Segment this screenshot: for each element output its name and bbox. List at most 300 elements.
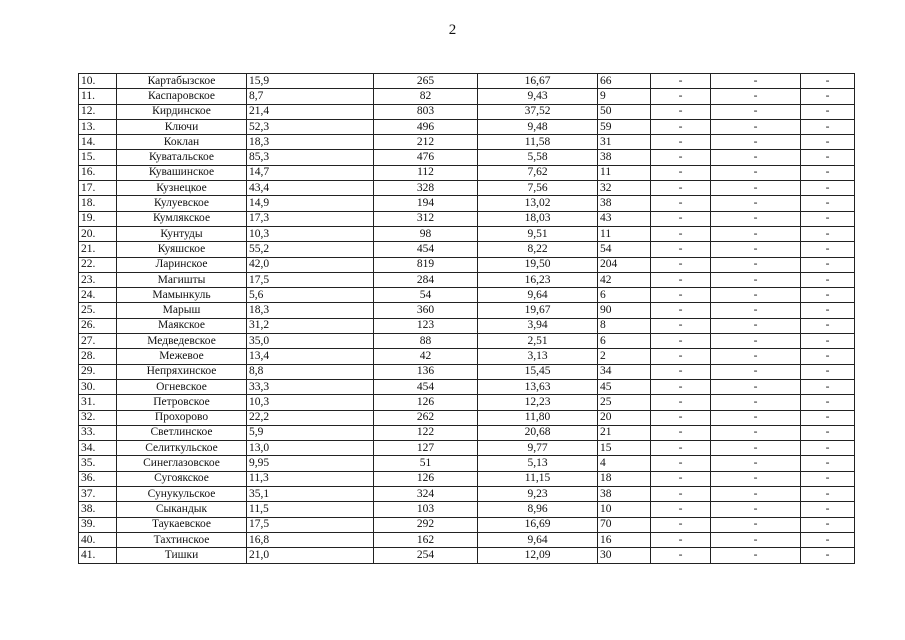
dash-cell: -: [711, 211, 801, 226]
density-value: 18,03: [478, 211, 598, 226]
dash-cell: -: [651, 379, 711, 394]
dash-cell: -: [801, 150, 855, 165]
density-value: 5,58: [478, 150, 598, 165]
population-value: 254: [374, 548, 478, 563]
density-value: 8,96: [478, 502, 598, 517]
dash-cell: -: [801, 104, 855, 119]
dash-cell: -: [711, 364, 801, 379]
row-number: 17.: [79, 181, 117, 196]
table-row: [79, 150, 855, 165]
population-value: 103: [374, 502, 478, 517]
count-value: 34: [598, 364, 651, 379]
count-value: 16: [598, 532, 651, 547]
density-value: 9,51: [478, 226, 598, 241]
dash-cell: -: [651, 364, 711, 379]
population-value: 324: [374, 487, 478, 502]
density-value: 16,23: [478, 272, 598, 287]
dash-cell: -: [711, 410, 801, 425]
dash-cell: -: [651, 349, 711, 364]
dash-cell: -: [711, 89, 801, 104]
population-value: 123: [374, 318, 478, 333]
count-value: 30: [598, 548, 651, 563]
dash-cell: -: [711, 349, 801, 364]
dash-cell: -: [801, 89, 855, 104]
settlement-name: Магишты: [117, 272, 247, 287]
dash-cell: -: [651, 257, 711, 272]
dash-cell: -: [711, 532, 801, 547]
row-number: 25.: [79, 303, 117, 318]
dash-cell: -: [651, 502, 711, 517]
table-body: [79, 74, 855, 564]
row-number: 16.: [79, 165, 117, 180]
count-value: 25: [598, 395, 651, 410]
count-value: 70: [598, 517, 651, 532]
area-value: 5,6: [247, 288, 374, 303]
dash-cell: -: [651, 395, 711, 410]
table-row: [79, 487, 855, 502]
area-value: 21,0: [247, 548, 374, 563]
row-number: 10.: [79, 74, 117, 89]
area-value: 21,4: [247, 104, 374, 119]
density-value: 5,13: [478, 456, 598, 471]
settlement-name: Таукаевское: [117, 517, 247, 532]
density-value: 37,52: [478, 104, 598, 119]
dash-cell: -: [711, 517, 801, 532]
dash-cell: -: [651, 532, 711, 547]
row-number: 35.: [79, 456, 117, 471]
dash-cell: -: [801, 471, 855, 486]
count-value: 4: [598, 456, 651, 471]
count-value: 11: [598, 165, 651, 180]
dash-cell: -: [711, 379, 801, 394]
dash-cell: -: [711, 150, 801, 165]
table-row: [79, 211, 855, 226]
count-value: 11: [598, 226, 651, 241]
settlement-name: Ключи: [117, 119, 247, 134]
count-value: 66: [598, 74, 651, 89]
table-row: [79, 425, 855, 440]
dash-cell: -: [801, 487, 855, 502]
table-row: [79, 257, 855, 272]
dash-cell: -: [801, 242, 855, 257]
dash-cell: -: [711, 257, 801, 272]
area-value: 17,3: [247, 211, 374, 226]
density-value: 9,43: [478, 89, 598, 104]
dash-cell: -: [801, 119, 855, 134]
settlement-name: Сыкандык: [117, 502, 247, 517]
dash-cell: -: [801, 165, 855, 180]
dash-cell: -: [651, 211, 711, 226]
settlement-name: Кунтуды: [117, 226, 247, 241]
row-number: 21.: [79, 242, 117, 257]
settlement-name: Сунукульское: [117, 487, 247, 502]
table-row: [79, 318, 855, 333]
settlement-name: Сугоякское: [117, 471, 247, 486]
population-value: 42: [374, 349, 478, 364]
dash-cell: -: [651, 226, 711, 241]
dash-cell: -: [801, 410, 855, 425]
settlement-name: Петровское: [117, 395, 247, 410]
dash-cell: -: [651, 104, 711, 119]
row-number: 18.: [79, 196, 117, 211]
area-value: 85,3: [247, 150, 374, 165]
density-value: 12,23: [478, 395, 598, 410]
dash-cell: -: [651, 318, 711, 333]
dash-cell: -: [651, 410, 711, 425]
density-value: 9,64: [478, 288, 598, 303]
density-value: 16,69: [478, 517, 598, 532]
population-value: 51: [374, 456, 478, 471]
dash-cell: -: [801, 349, 855, 364]
count-value: 20: [598, 410, 651, 425]
settlement-name: Каспаровское: [117, 89, 247, 104]
count-value: 38: [598, 150, 651, 165]
row-number: 19.: [79, 211, 117, 226]
row-number: 30.: [79, 379, 117, 394]
dash-cell: -: [651, 288, 711, 303]
row-number: 29.: [79, 364, 117, 379]
dash-cell: -: [801, 456, 855, 471]
row-number: 11.: [79, 89, 117, 104]
dash-cell: -: [651, 425, 711, 440]
density-value: 2,51: [478, 334, 598, 349]
population-value: 265: [374, 74, 478, 89]
settlement-name: Светлинское: [117, 425, 247, 440]
dash-cell: -: [651, 74, 711, 89]
row-number: 12.: [79, 104, 117, 119]
row-number: 32.: [79, 410, 117, 425]
population-value: 82: [374, 89, 478, 104]
population-value: 803: [374, 104, 478, 119]
dash-cell: -: [651, 150, 711, 165]
population-value: 127: [374, 441, 478, 456]
area-value: 14,7: [247, 165, 374, 180]
population-value: 54: [374, 288, 478, 303]
density-value: 3,94: [478, 318, 598, 333]
count-value: 9: [598, 89, 651, 104]
population-value: 360: [374, 303, 478, 318]
dash-cell: -: [651, 471, 711, 486]
area-value: 35,1: [247, 487, 374, 502]
dash-cell: -: [651, 181, 711, 196]
settlement-name: Мамынкуль: [117, 288, 247, 303]
area-value: 35,0: [247, 334, 374, 349]
density-value: 16,67: [478, 74, 598, 89]
dash-cell: -: [711, 425, 801, 440]
table-row: [79, 303, 855, 318]
dash-cell: -: [711, 303, 801, 318]
population-value: 454: [374, 242, 478, 257]
population-value: 262: [374, 410, 478, 425]
dash-cell: -: [711, 226, 801, 241]
dash-cell: -: [711, 242, 801, 257]
row-number: 39.: [79, 517, 117, 532]
dash-cell: -: [651, 272, 711, 287]
count-value: 18: [598, 471, 651, 486]
density-value: 11,15: [478, 471, 598, 486]
density-value: 11,80: [478, 410, 598, 425]
density-value: 11,58: [478, 135, 598, 150]
dash-cell: -: [801, 226, 855, 241]
dash-cell: -: [801, 74, 855, 89]
table-row: [79, 349, 855, 364]
dash-cell: -: [711, 334, 801, 349]
dash-cell: -: [711, 502, 801, 517]
count-value: 43: [598, 211, 651, 226]
density-value: 9,77: [478, 441, 598, 456]
dash-cell: -: [711, 272, 801, 287]
dash-cell: -: [651, 135, 711, 150]
density-value: 9,64: [478, 532, 598, 547]
area-value: 33,3: [247, 379, 374, 394]
settlement-name: Медведевское: [117, 334, 247, 349]
density-value: 19,67: [478, 303, 598, 318]
settlement-name: Селиткульское: [117, 441, 247, 456]
table-row: [79, 196, 855, 211]
population-value: 312: [374, 211, 478, 226]
table-row: [79, 165, 855, 180]
row-number: 28.: [79, 349, 117, 364]
area-value: 52,3: [247, 119, 374, 134]
settlement-name: Прохорово: [117, 410, 247, 425]
row-number: 40.: [79, 532, 117, 547]
settlement-name: Огневское: [117, 379, 247, 394]
count-value: 90: [598, 303, 651, 318]
density-value: 9,23: [478, 487, 598, 502]
count-value: 8: [598, 318, 651, 333]
dash-cell: -: [801, 318, 855, 333]
population-value: 328: [374, 181, 478, 196]
row-number: 36.: [79, 471, 117, 486]
table-row: [79, 181, 855, 196]
table-row: [79, 456, 855, 471]
dash-cell: -: [801, 502, 855, 517]
dash-cell: -: [711, 456, 801, 471]
area-value: 18,3: [247, 303, 374, 318]
settlement-name: Непряхинское: [117, 364, 247, 379]
dash-cell: -: [711, 196, 801, 211]
area-value: 5,9: [247, 425, 374, 440]
table-row: [79, 226, 855, 241]
row-number: 37.: [79, 487, 117, 502]
row-number: 31.: [79, 395, 117, 410]
density-value: 8,22: [478, 242, 598, 257]
area-value: 11,3: [247, 471, 374, 486]
population-value: 112: [374, 165, 478, 180]
row-number: 41.: [79, 548, 117, 563]
count-value: 50: [598, 104, 651, 119]
population-value: 454: [374, 379, 478, 394]
population-value: 212: [374, 135, 478, 150]
count-value: 59: [598, 119, 651, 134]
row-number: 22.: [79, 257, 117, 272]
row-number: 34.: [79, 441, 117, 456]
table-row: [79, 548, 855, 563]
dash-cell: -: [651, 242, 711, 257]
area-value: 31,2: [247, 318, 374, 333]
density-value: 19,50: [478, 257, 598, 272]
dash-cell: -: [651, 196, 711, 211]
count-value: 38: [598, 487, 651, 502]
dash-cell: -: [711, 165, 801, 180]
count-value: 204: [598, 257, 651, 272]
density-value: 3,13: [478, 349, 598, 364]
dash-cell: -: [651, 89, 711, 104]
area-value: 17,5: [247, 517, 374, 532]
dash-cell: -: [801, 425, 855, 440]
table-row: [79, 410, 855, 425]
area-value: 8,7: [247, 89, 374, 104]
settlement-name: Куяшское: [117, 242, 247, 257]
count-value: 6: [598, 334, 651, 349]
table-row: [79, 288, 855, 303]
dash-cell: -: [801, 532, 855, 547]
count-value: 31: [598, 135, 651, 150]
dash-cell: -: [801, 441, 855, 456]
table-row: [79, 471, 855, 486]
settlement-name: Коклан: [117, 135, 247, 150]
area-value: 8,8: [247, 364, 374, 379]
area-value: 9,95: [247, 456, 374, 471]
population-value: 122: [374, 425, 478, 440]
page-number: 2: [448, 22, 457, 38]
count-value: 10: [598, 502, 651, 517]
dash-cell: -: [651, 303, 711, 318]
area-value: 55,2: [247, 242, 374, 257]
dash-cell: -: [711, 318, 801, 333]
settlement-name: Кумлякское: [117, 211, 247, 226]
density-value: 12,09: [478, 548, 598, 563]
dash-cell: -: [711, 74, 801, 89]
population-value: 194: [374, 196, 478, 211]
table-row: [79, 135, 855, 150]
dash-cell: -: [801, 395, 855, 410]
population-value: 496: [374, 119, 478, 134]
population-value: 292: [374, 517, 478, 532]
table-row: [79, 242, 855, 257]
settlement-name: Синеглазовское: [117, 456, 247, 471]
data-table: [78, 73, 855, 564]
settlement-name: Тахтинское: [117, 532, 247, 547]
area-value: 17,5: [247, 272, 374, 287]
dash-cell: -: [801, 334, 855, 349]
dash-cell: -: [801, 364, 855, 379]
count-value: 21: [598, 425, 651, 440]
row-number: 24.: [79, 288, 117, 303]
dash-cell: -: [651, 487, 711, 502]
area-value: 42,0: [247, 257, 374, 272]
table-row: [79, 517, 855, 532]
dash-cell: -: [651, 548, 711, 563]
area-value: 22,2: [247, 410, 374, 425]
population-value: 284: [374, 272, 478, 287]
table-row: [79, 272, 855, 287]
row-number: 33.: [79, 425, 117, 440]
dash-cell: -: [711, 395, 801, 410]
table-row: [79, 74, 855, 89]
dash-cell: -: [651, 334, 711, 349]
settlement-name: Кувашинское: [117, 165, 247, 180]
area-value: 16,8: [247, 532, 374, 547]
dash-cell: -: [801, 379, 855, 394]
density-value: 13,63: [478, 379, 598, 394]
row-number: 14.: [79, 135, 117, 150]
dash-cell: -: [651, 119, 711, 134]
settlement-name: Кулуевское: [117, 196, 247, 211]
settlement-name: Тишки: [117, 548, 247, 563]
dash-cell: -: [801, 548, 855, 563]
count-value: 15: [598, 441, 651, 456]
settlement-name: Кузнецкое: [117, 181, 247, 196]
settlement-name: Маякское: [117, 318, 247, 333]
density-value: 13,02: [478, 196, 598, 211]
area-value: 43,4: [247, 181, 374, 196]
area-value: 13,4: [247, 349, 374, 364]
settlement-name: Картабызское: [117, 74, 247, 89]
count-value: 38: [598, 196, 651, 211]
dash-cell: -: [711, 119, 801, 134]
dash-cell: -: [651, 165, 711, 180]
settlement-name: Куватальское: [117, 150, 247, 165]
row-number: 38.: [79, 502, 117, 517]
dash-cell: -: [801, 181, 855, 196]
area-value: 13,0: [247, 441, 374, 456]
count-value: 42: [598, 272, 651, 287]
population-value: 88: [374, 334, 478, 349]
population-value: 162: [374, 532, 478, 547]
dash-cell: -: [711, 441, 801, 456]
density-value: 7,62: [478, 165, 598, 180]
dash-cell: -: [801, 135, 855, 150]
count-value: 2: [598, 349, 651, 364]
row-number: 13.: [79, 119, 117, 134]
dash-cell: -: [711, 135, 801, 150]
density-value: 7,56: [478, 181, 598, 196]
density-value: 15,45: [478, 364, 598, 379]
count-value: 45: [598, 379, 651, 394]
density-value: 9,48: [478, 119, 598, 134]
dash-cell: -: [711, 288, 801, 303]
area-value: 18,3: [247, 135, 374, 150]
dash-cell: -: [651, 441, 711, 456]
table-row: [79, 334, 855, 349]
settlement-name: Межевое: [117, 349, 247, 364]
area-value: 14,9: [247, 196, 374, 211]
population-value: 136: [374, 364, 478, 379]
dash-cell: -: [711, 471, 801, 486]
row-number: 20.: [79, 226, 117, 241]
table-row: [79, 532, 855, 547]
table-row: [79, 119, 855, 134]
row-number: 26.: [79, 318, 117, 333]
settlement-name: Марыш: [117, 303, 247, 318]
area-value: 10,3: [247, 395, 374, 410]
row-number: 15.: [79, 150, 117, 165]
population-value: 476: [374, 150, 478, 165]
dash-cell: -: [801, 288, 855, 303]
table-row: [79, 89, 855, 104]
count-value: 6: [598, 288, 651, 303]
dash-cell: -: [711, 487, 801, 502]
density-value: 20,68: [478, 425, 598, 440]
population-value: 126: [374, 395, 478, 410]
dash-cell: -: [801, 303, 855, 318]
table-row: [79, 441, 855, 456]
dash-cell: -: [711, 548, 801, 563]
population-value: 819: [374, 257, 478, 272]
dash-cell: -: [801, 196, 855, 211]
table-row: [79, 395, 855, 410]
